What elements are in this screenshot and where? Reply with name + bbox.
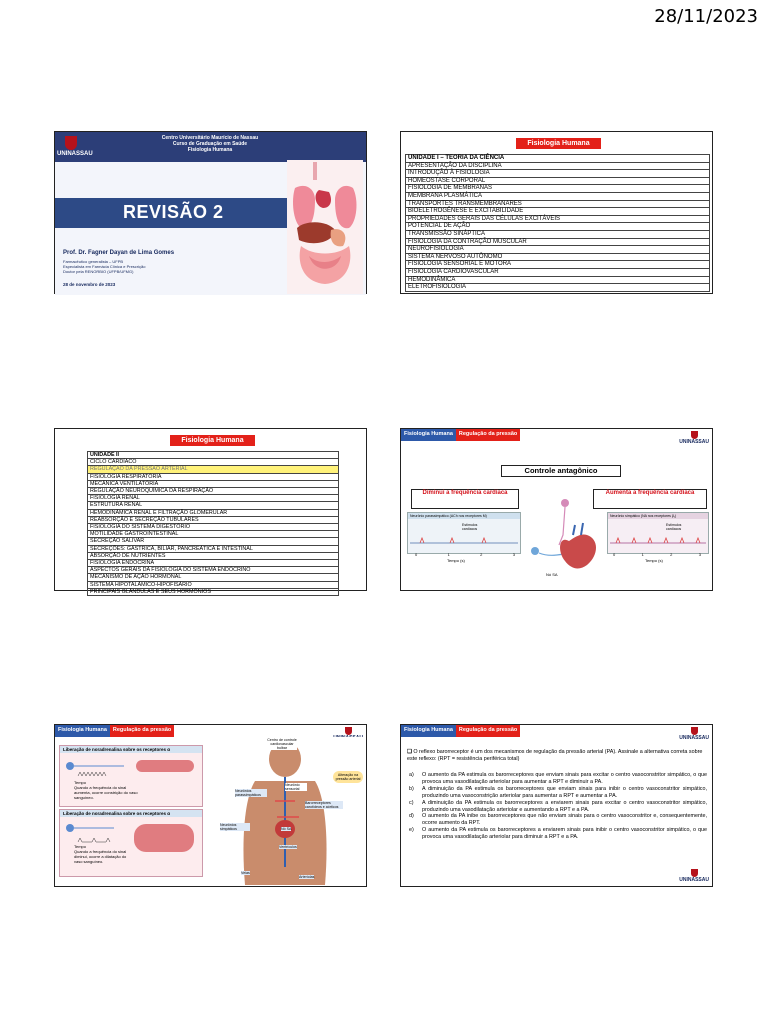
table-row xyxy=(406,238,710,246)
option-text: O aumento da PA estimula os barorreceptores a enviarem sinais para inibir o centro vasoconstritor simpático, o que provoca uma vasodilatação arteriolar para diminuir a RPT e a PA. xyxy=(422,827,707,841)
ecg-slow-icon xyxy=(410,537,518,547)
slide-cover xyxy=(54,131,367,294)
panel-caption: Quando a frequência do sinal diminui, ocorre a dilatação do vaso sanguíneo. xyxy=(74,849,127,864)
table-row xyxy=(88,545,339,552)
question-text: O reflexo barorreceptor é um dos mecanismos de regulação da pressão arterial (PA). Assinale a alternativa correta sobre este reflexo: (RPT = resistência periférica total) xyxy=(407,749,703,762)
logo-text: UNINASSAU xyxy=(57,151,93,157)
diagram-label: Ventrículos xyxy=(279,845,297,849)
option-text: O aumento da PA estimula os barorreceptores que enviam sinais para excitar o centro vasoconstritor simpático, o que provoca uma vasodilatação arteriolar para aumentar a RPT e diminuir a PA. xyxy=(422,772,707,785)
increase-hr-box: Aumenta a frequência cardíaca xyxy=(593,489,707,509)
table-row xyxy=(88,581,339,588)
shield-icon xyxy=(691,869,698,877)
option-letter: e) xyxy=(409,827,414,834)
shield-icon xyxy=(691,431,698,439)
table-row xyxy=(406,253,710,261)
table-row xyxy=(88,473,339,480)
tag-fisiologia: Fisiologia Humana xyxy=(401,725,456,737)
heart-neuron-illustration xyxy=(519,495,609,575)
table-row xyxy=(88,538,339,545)
panel-caption: Quando a frequência do sinal aumenta, ocorre constrição do vaso sanguíneo. xyxy=(74,785,138,800)
uninassau-logo xyxy=(57,136,93,157)
diagram-label: Centro de controle cardiovascular bulbar xyxy=(267,738,297,750)
table-row xyxy=(406,162,710,170)
table-row xyxy=(406,170,710,178)
constriction-panel xyxy=(59,745,203,807)
answer-option xyxy=(407,800,707,814)
logo-text: UNINASSAU xyxy=(679,877,709,883)
topic-cell: SECREÇÃO SALIVAR xyxy=(88,538,339,545)
topic-cell: REGULAÇÃO DA PRESSÃO ARTERIAL xyxy=(88,466,339,473)
topic-cell: TRANSMISSÃO SINÁPTICA xyxy=(406,230,710,238)
topic-cell: FISIOLOGIA ENDÓCRINA xyxy=(88,560,339,567)
topic-cell: MECÂNICA VENTILATÓRIA xyxy=(88,480,339,487)
table-row xyxy=(88,509,339,516)
stimuli-label: Estímulos cardíacos xyxy=(462,523,478,531)
table-row xyxy=(406,261,710,269)
topic-cell: FISIOLOGIA CARDIOVASCULAR xyxy=(406,268,710,276)
table-row xyxy=(406,268,710,276)
slide-baroreflex-question xyxy=(400,724,713,887)
shield-icon xyxy=(65,136,77,150)
tick: 1 xyxy=(641,552,644,557)
table-row xyxy=(406,276,710,284)
table-row xyxy=(88,488,339,495)
table-row xyxy=(406,192,710,200)
topic-cell: REGULAÇÃO NEUROQUÍMICA DA RESPIRAÇÃO xyxy=(88,488,339,495)
table-row xyxy=(88,516,339,523)
institution-name: Centro Universitário Maurício de Nassau xyxy=(161,135,259,141)
professor-name: Prof. Dr. Fagner Dayan de Lima Gomes xyxy=(63,250,175,256)
table-row xyxy=(406,230,710,238)
option-letter: c) xyxy=(409,799,414,806)
tick: 2 xyxy=(670,552,673,557)
table-row xyxy=(406,177,710,185)
table-row xyxy=(406,223,710,231)
topic-cell: MECANISMO DE AÇÃO HORMONAL xyxy=(88,574,339,581)
topic-cell: FISIOLOGIA RESPIRATÓRIA xyxy=(88,473,339,480)
page-date: 28/11/2023 xyxy=(654,6,758,27)
table-row xyxy=(406,200,710,208)
sympathetic-trace xyxy=(607,512,709,554)
dilation-panel xyxy=(59,809,203,877)
tick: 1 xyxy=(447,552,450,557)
fisiologia-banner: Fisiologia Humana xyxy=(516,138,601,149)
topic-cell: INTRODUÇÃO À FISIOLOGIA xyxy=(406,170,710,178)
time-label: Tempo xyxy=(74,844,87,849)
unit-one-table xyxy=(405,154,710,292)
table-row xyxy=(88,567,339,574)
topic-cell: NEUROFISIOLOGIA xyxy=(406,246,710,254)
option-letter: d) xyxy=(409,813,414,820)
diagram-label: Neurônios simpáticos xyxy=(220,823,250,831)
table-row xyxy=(88,459,339,466)
topic-cell: POTENCIAL DE AÇÃO xyxy=(406,223,710,231)
credential: Especialista em Farmácia Clínica e Prescrição xyxy=(63,264,146,269)
topic-cell: ESTRUTURA RENAL xyxy=(88,502,339,509)
table-row xyxy=(88,502,339,509)
shield-icon xyxy=(345,727,352,735)
table-row xyxy=(406,155,710,163)
topic-cell: FISIOLOGIA RENAL xyxy=(88,495,339,502)
topic-cell: APRESENTAÇÃO DA DISCIPLINA xyxy=(406,162,710,170)
discipline-name: Fisiologia Humana xyxy=(187,147,233,153)
option-text: A diminuição da PA estimula os barorreceptores que enviam sinais para inibir o centro vasoconstritor simpático, produzindo uma vasoconstrição arteriolar para aumentar a RPT e aumentar a PA. xyxy=(422,785,707,799)
table-row xyxy=(88,480,339,487)
topic-tags xyxy=(401,429,520,441)
topic-cell: HEMODINÂMICA xyxy=(406,276,710,284)
credential: Doutor pela RENORBIO (UFPB/UFMG) xyxy=(63,269,134,274)
slide-noradrenaline xyxy=(54,724,367,887)
diagram-label: Neurônios parassimpáticos xyxy=(235,789,267,797)
option-letter: b) xyxy=(409,785,414,792)
tag-fisiologia: Fisiologia Humana xyxy=(401,429,456,441)
neuron-vessel-icon xyxy=(64,756,198,780)
option-letter: a) xyxy=(409,772,414,778)
right-time-axis xyxy=(613,552,701,557)
topic-cell: BIOELETROGÊNESE E EXCITABILIDADE xyxy=(406,208,710,216)
logo-text: UNINASSAU xyxy=(679,439,709,445)
checkbox-bullet-icon: ❏ xyxy=(407,749,412,755)
diagram-title: Controle antagônico xyxy=(501,465,621,477)
panel-heading: Liberação de noradrenalina sobre os receptores α xyxy=(60,746,202,753)
uninassau-logo xyxy=(679,727,709,741)
ecg-fast-icon xyxy=(610,537,706,547)
slide-title: REVISÃO 2 xyxy=(123,202,224,222)
topic-cell: TRANSPORTES TRANSMEMBRANARES xyxy=(406,200,710,208)
institution-header xyxy=(125,135,295,153)
time-label: Tempo (s) xyxy=(645,558,663,563)
fisiologia-banner: Fisiologia Humana xyxy=(170,435,255,446)
answer-option xyxy=(407,772,707,786)
topic-cell: ELETROFISIOLOGIA xyxy=(406,284,710,292)
topic-cell: MOTILIDADE GASTROINTESTINAL xyxy=(88,531,339,538)
topic-cell: MEMBRANA PLASMÁTICA xyxy=(406,192,710,200)
table-row xyxy=(88,452,339,459)
professor-credentials xyxy=(63,259,145,274)
time-label: Tempo xyxy=(74,780,87,785)
stimuli-label: Estímulos cardíacos xyxy=(666,523,682,531)
cover-header-bar xyxy=(55,132,366,162)
topic-cell: HOMEOSTASE CORPORAL xyxy=(406,177,710,185)
table-row xyxy=(406,284,710,292)
table-row xyxy=(88,588,339,595)
table-row xyxy=(88,560,339,567)
table-row xyxy=(406,185,710,193)
topic-cell: FISIOLOGIA SENSORIAL E MOTORA xyxy=(406,261,710,269)
topic-cell: SISTEMA NERVOSO AUTÔNOMO xyxy=(406,253,710,261)
table-row xyxy=(88,495,339,502)
tag-regulacao: Regulação da pressão xyxy=(110,725,174,737)
answer-option xyxy=(407,786,707,800)
diagram-label: Alteração na pressão arterial xyxy=(333,771,363,783)
table-row xyxy=(406,246,710,254)
tick: 0 xyxy=(415,552,418,557)
tick: 0 xyxy=(613,552,616,557)
topic-cell: ASPECTOS GERAIS DA FISIOLOGIA DO SISTEMA ENDÓCRINO xyxy=(88,567,339,574)
question-intro xyxy=(407,749,707,763)
tag-regulacao: Regulação da pressão xyxy=(456,725,520,737)
tag-regulacao: Regulação da pressão xyxy=(456,429,520,441)
cover-date: 28 de novembro de 2023 xyxy=(63,282,116,287)
table-row xyxy=(88,466,339,473)
table-row xyxy=(88,524,339,531)
answer-option xyxy=(407,827,707,841)
course-name: Curso de Graduação em Saúde xyxy=(172,141,248,147)
topic-cell: FISIOLOGIA DA CONTRAÇÃO MUSCULAR xyxy=(406,238,710,246)
diagram-label: Nó SA xyxy=(281,827,292,831)
answer-options xyxy=(407,772,707,841)
trace-label: Neurônio parassimpático (ACh nos receptores M) xyxy=(408,513,520,519)
unit-two-table xyxy=(87,451,339,596)
topic-cell: PROPRIEDADES GERAIS DAS CÉLULAS EXCITÁVEIS xyxy=(406,215,710,223)
table-row xyxy=(88,531,339,538)
time-label: Tempo (s) xyxy=(447,558,465,563)
topic-tags xyxy=(401,725,520,737)
logo-text: UNINASSAU xyxy=(679,735,709,741)
diagram-label: Arteríolas xyxy=(299,875,315,879)
answer-option xyxy=(407,813,707,827)
topic-cell: CICLO CARDÍACO xyxy=(88,459,339,466)
credential: Farmacêutico generalista – UFPB xyxy=(63,259,124,264)
decrease-hr-box: Diminui a frequência cardíaca xyxy=(411,489,519,509)
tick: 3 xyxy=(698,552,701,557)
baroreflex-body-illustration xyxy=(215,737,365,885)
topic-cell: PRINCIPAIS GLÂNDULAS E SEUS HORMÔNIOS xyxy=(88,588,339,595)
table-row xyxy=(406,208,710,216)
topic-cell: FISIOLOGIA DE MEMBRANAS xyxy=(406,185,710,193)
shield-icon xyxy=(691,727,698,735)
tag-fisiologia: Fisiologia Humana xyxy=(55,725,110,737)
topic-cell: SECREÇÕES: GÁSTRICA, BILIAR, PANCREÁTICA E INTESTINAL xyxy=(88,545,339,552)
uninassau-logo-footer xyxy=(679,869,709,883)
slide-unit-two xyxy=(54,428,367,595)
uninassau-logo xyxy=(679,431,709,445)
slide-unit-one xyxy=(400,131,713,294)
topic-cell: REABSORÇÃO E SECREÇÃO TUBULARES xyxy=(88,516,339,523)
diagram-label: Neurônio sensorial xyxy=(285,783,307,791)
tick: 3 xyxy=(512,552,515,557)
option-text: O aumento da PA inibe os barorreceptores que não enviam sinais para o centro vasoconstritor e, consequentemente, ocorre aumento da RPT. xyxy=(422,813,707,827)
table-row xyxy=(88,574,339,581)
left-time-axis xyxy=(415,552,515,557)
panel-heading: Liberação de noradrenalina sobre os receptores α xyxy=(60,810,202,817)
table-row xyxy=(88,552,339,559)
option-text: A diminuição da PA estimula os barorreceptores a enviarem sinais para excitar o centro vasoconstritor simpático, produzindo uma vasodilatação arteriolar e aumentando a RPT e a PA. xyxy=(422,799,707,813)
topic-cell: UNIDADE I – TEORIA DA CIÊNCIA xyxy=(406,155,710,163)
table-row xyxy=(406,215,710,223)
topic-cell: FISIOLOGIA DO SISTEMA DIGESTÓRIO xyxy=(88,524,339,531)
diagram-label: Veias xyxy=(241,871,250,875)
sa-node-label: Nó SA xyxy=(546,572,558,577)
trace-label: Neurônio simpático (NA nos receptores β₁) xyxy=(608,513,708,519)
diagram-label: Barorreceptores carotídeos e aórticos xyxy=(305,801,343,809)
topic-cell: ABSORÇÃO DE NUTRIENTES xyxy=(88,552,339,559)
topic-cell: SISTEMA HIPOTALÂMICO-HIPOFISÁRIO xyxy=(88,581,339,588)
human-organs-illustration xyxy=(287,160,363,294)
parasympathetic-trace xyxy=(407,512,521,554)
topic-tags xyxy=(55,725,174,737)
slide-antagonistic-control xyxy=(400,428,713,591)
tick: 2 xyxy=(480,552,483,557)
topic-cell: UNIDADE II xyxy=(88,452,339,459)
topic-cell: HEMODINÂMICA RENAL E FILTRAÇÃO GLOMERULAR xyxy=(88,509,339,516)
